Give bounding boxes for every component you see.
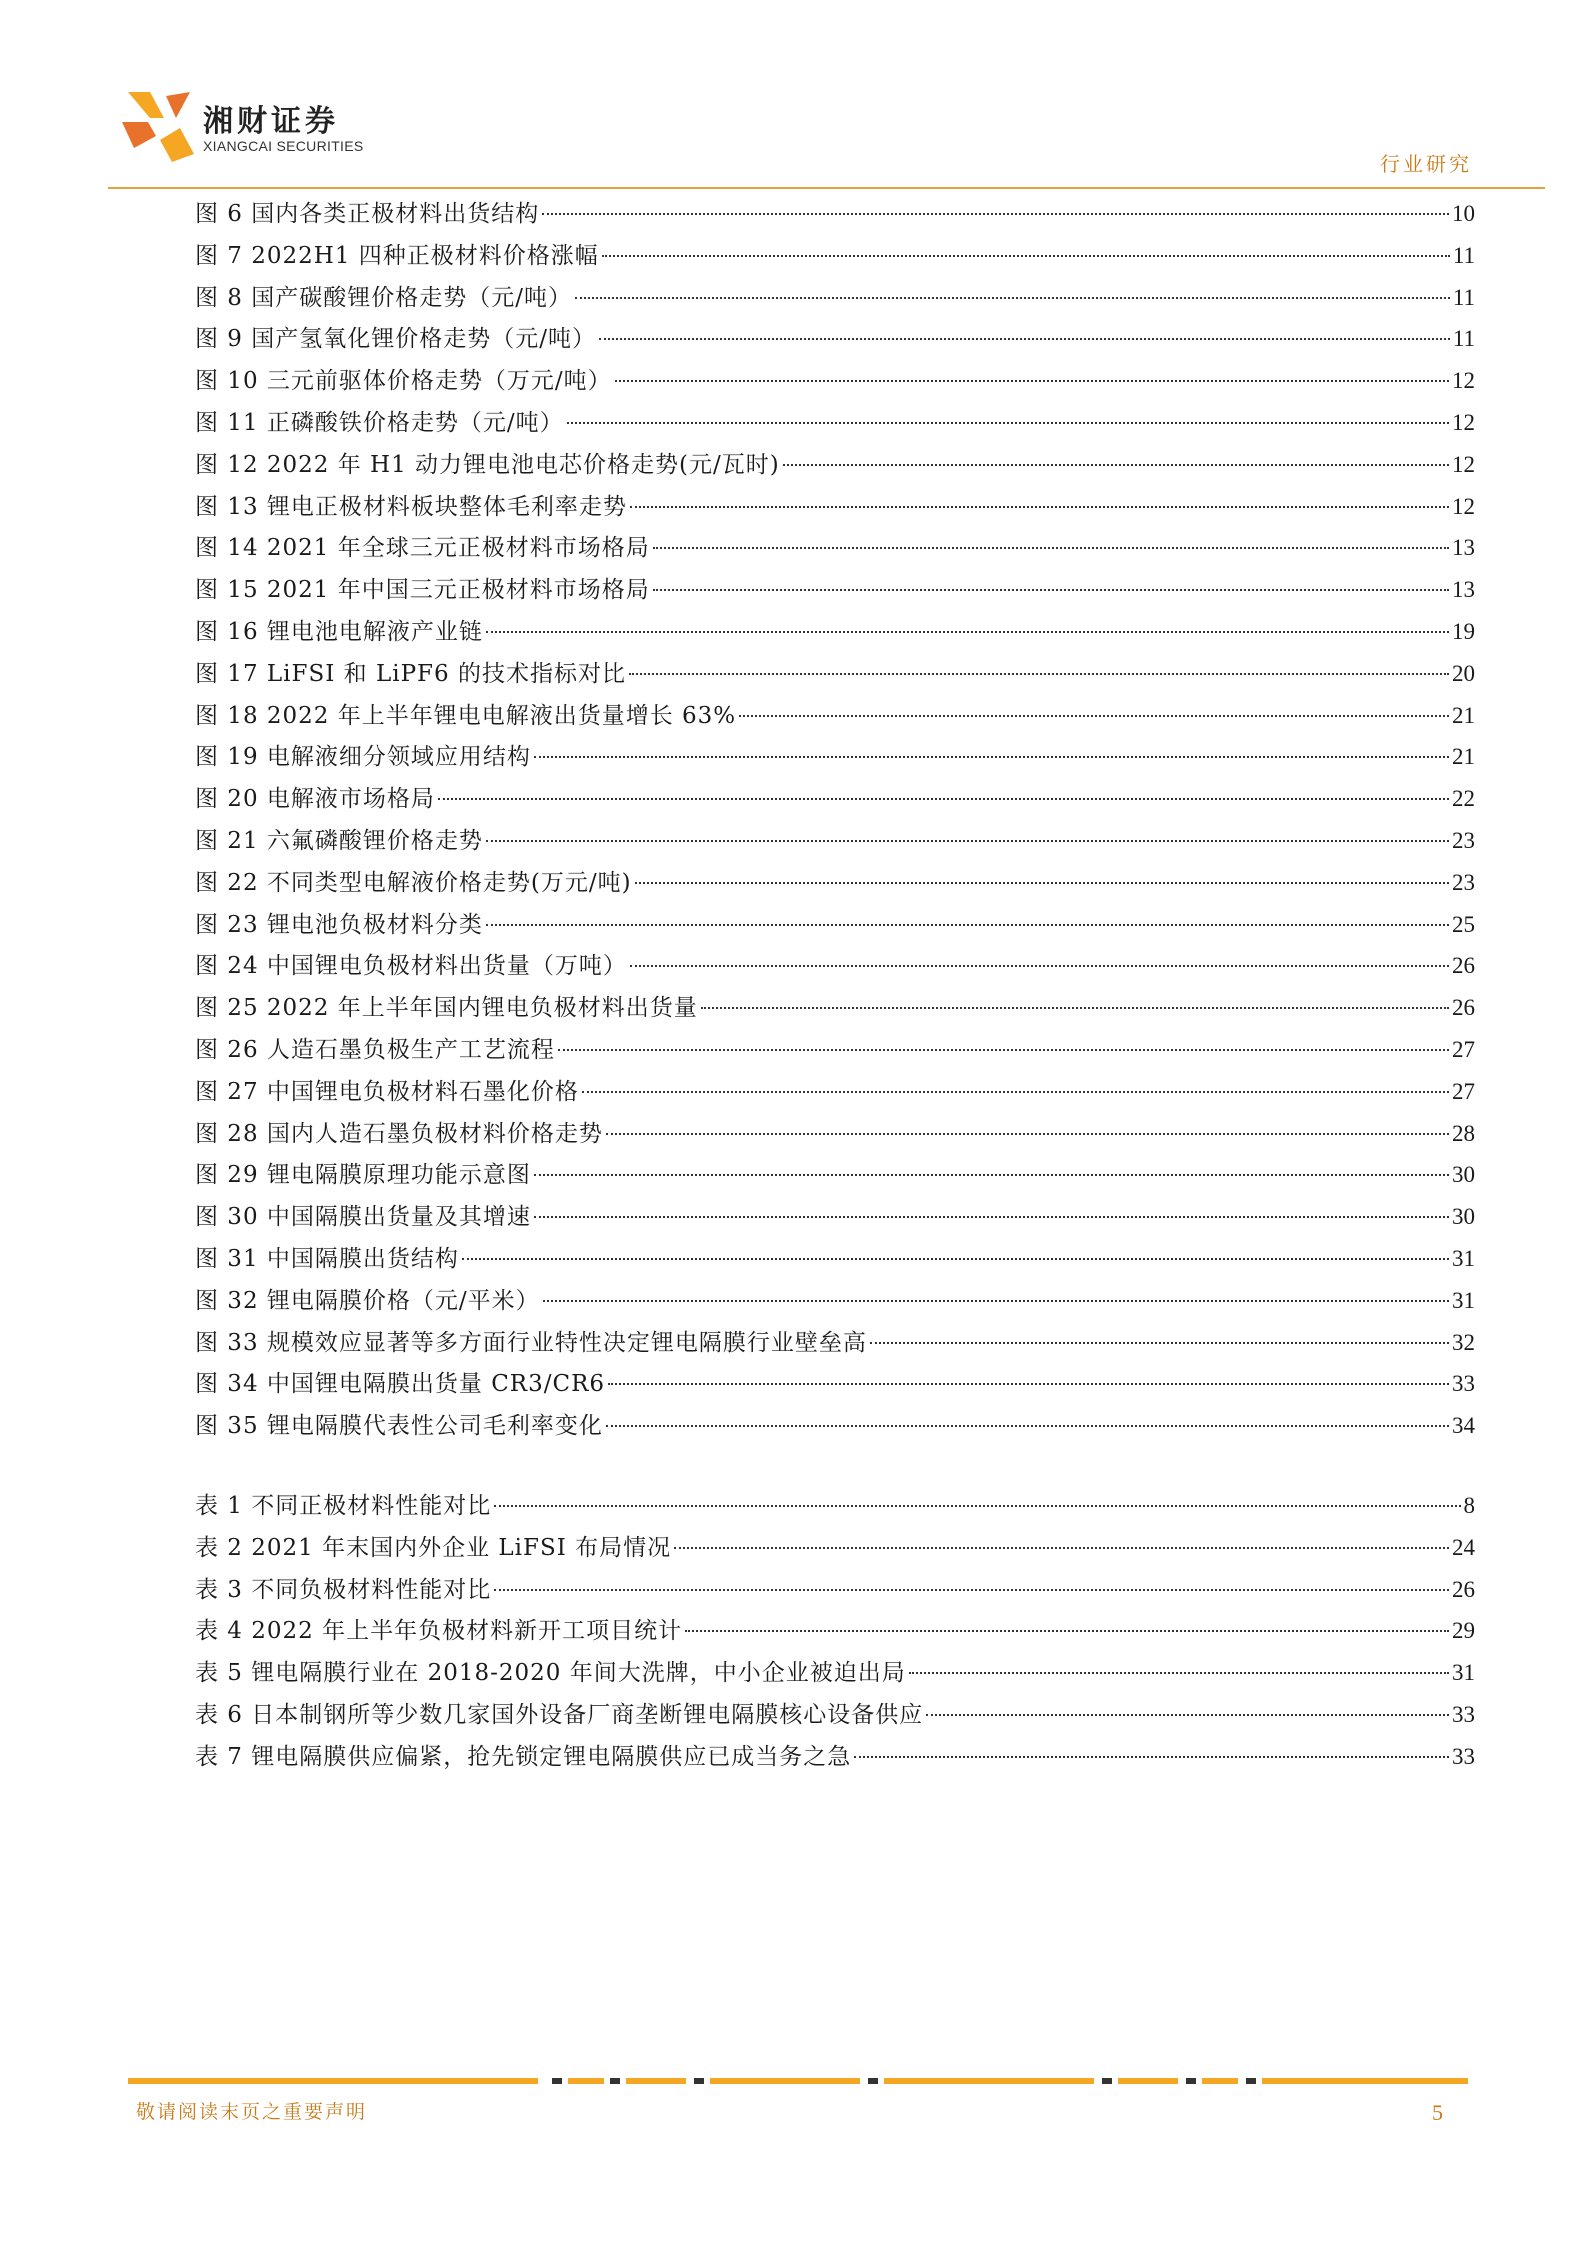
figure-entry[interactable] [195,904,1475,946]
figure-entry[interactable] [195,987,1475,1029]
entry-page-number: 28 [1452,1120,1475,1146]
section-label: 行业研究 [1380,152,1472,176]
entry-title: 图 21 六氟磷酸锂价格走势 [195,827,483,854]
entry-page-number: 26 [1452,953,1475,979]
entry-title: 图 19 电解液细分领域应用结构 [195,744,531,771]
entry-title: 图 24 中国锂电负极材料出货量（万吨） [195,953,627,980]
figure-entry[interactable] [195,235,1475,277]
dot-leader [494,1505,1460,1507]
dot-leader [629,673,1449,675]
header-divider [108,187,1545,189]
entry-page-number: 11 [1452,284,1475,310]
figure-entry[interactable] [195,778,1475,820]
table-entry[interactable] [195,1694,1475,1736]
table-entry[interactable] [195,1485,1475,1527]
figure-entry[interactable] [195,1363,1475,1405]
entry-page-number: 11 [1452,326,1475,352]
brand-name-english: XIANGCAI SECURITIES [203,138,364,154]
dot-leader [606,1425,1449,1427]
figure-entry[interactable] [195,360,1475,402]
entry-title: 表 2 2021 年末国内外企业 LiFSI 布局情况 [195,1534,672,1561]
entry-title: 图 28 国内人造石墨负极材料价格走势 [195,1120,603,1147]
figure-entry[interactable] [195,611,1475,653]
entry-page-number: 33 [1452,1743,1475,1769]
brand-name: 湘财证券 [203,104,339,139]
dot-leader [602,255,1450,257]
figure-entry[interactable] [195,945,1475,987]
entry-title: 图 6 国内各类正极材料出货结构 [195,201,540,227]
entry-page-number: 13 [1452,577,1475,603]
entry-title: 图 35 锂电隔膜代表性公司毛利率变化 [195,1413,603,1440]
entry-title: 图 10 三元前驱体价格走势（万元/吨） [195,368,612,395]
figure-entry[interactable] [195,1405,1475,1447]
entry-page-number: 33 [1452,1371,1475,1397]
figure-list [195,193,1475,1447]
dot-leader [615,380,1449,382]
entry-title: 图 7 2022H1 四种正极材料价格涨幅 [195,242,599,269]
page-number: 5 [1432,2100,1443,2125]
figure-entry[interactable] [195,1113,1475,1155]
dot-leader [494,1589,1449,1591]
dot-leader [534,1216,1449,1218]
entry-title: 图 31 中国隔膜出货结构 [195,1245,459,1272]
entry-title: 表 1 不同正极材料性能对比 [195,1493,492,1519]
table-list [195,1485,1475,1778]
figure-entry[interactable] [195,1322,1475,1364]
dot-leader [870,1342,1449,1344]
entry-page-number: 31 [1452,1245,1475,1271]
entry-title: 表 4 2022 年上半年负极材料新开工项目统计 [195,1618,683,1645]
dot-leader [534,756,1449,758]
entry-page-number: 21 [1452,702,1475,728]
dot-leader [653,547,1449,549]
entry-page-number: 11 [1452,242,1475,268]
figure-entry[interactable] [195,444,1475,486]
dot-leader [438,798,1449,800]
entry-page-number: 12 [1452,409,1475,435]
dot-leader [685,1630,1449,1632]
dot-leader [701,1007,1449,1009]
page-header [0,0,1587,200]
entry-title: 图 34 中国锂电隔膜出货量 CR3/CR6 [195,1371,606,1398]
dot-leader [739,715,1449,717]
entry-title: 图 16 锂电池电解液产业链 [195,618,483,645]
entry-page-number: 12 [1452,451,1475,477]
entry-page-number: 8 [1463,1493,1475,1518]
entry-title: 图 15 2021 年中国三元正极材料市场格局 [195,577,650,604]
figure-entry[interactable] [195,402,1475,444]
figure-entry[interactable] [195,1154,1475,1196]
entry-page-number: 29 [1452,1618,1475,1644]
entry-title: 图 8 国产碳酸锂价格走势（元/吨） [195,284,573,311]
entry-title: 图 20 电解液市场格局 [195,786,435,813]
dot-leader [462,1258,1449,1260]
dot-leader [854,1756,1449,1758]
entry-page-number: 27 [1452,1036,1475,1062]
entry-title: 图 18 2022 年上半年锂电电解液出货量增长 63% [195,702,737,729]
entry-title: 图 22 不同类型电解液价格走势(万元/吨) [195,869,632,896]
entry-title: 图 32 锂电隔膜价格（元/平米） [195,1287,540,1314]
table-entry[interactable] [195,1569,1475,1611]
entry-page-number: 21 [1452,744,1475,770]
dot-leader [630,506,1449,508]
entry-title: 图 17 LiFSI 和 LiPF6 的技术指标对比 [195,660,626,687]
figure-entry[interactable] [195,486,1475,528]
entry-title: 图 13 锂电正极材料板块整体毛利率走势 [195,493,627,520]
entry-page-number: 32 [1452,1329,1475,1355]
entry-page-number: 27 [1452,1078,1475,1104]
entry-title: 图 33 规模效应显著等多方面行业特性决定锂电隔膜行业壁垒高 [195,1329,867,1356]
dot-leader [909,1672,1449,1674]
entry-title: 图 29 锂电隔膜原理功能示意图 [195,1162,531,1189]
dot-leader [582,1091,1449,1093]
dot-leader [608,1383,1449,1385]
entry-page-number: 25 [1452,911,1475,937]
entry-page-number: 19 [1452,618,1475,644]
entry-page-number: 20 [1452,660,1475,686]
entry-title: 图 25 2022 年上半年国内锂电负极材料出货量 [195,995,698,1022]
figure-entry[interactable] [195,1280,1475,1322]
entry-page-number: 31 [1452,1287,1475,1313]
figure-entry[interactable] [195,653,1475,695]
dot-leader [926,1714,1449,1716]
entry-page-number: 10 [1452,201,1475,226]
entry-page-number: 26 [1452,1576,1475,1602]
figure-entry[interactable] [195,736,1475,778]
entry-page-number: 23 [1452,827,1475,853]
entry-title: 表 3 不同负极材料性能对比 [195,1576,492,1603]
entry-title: 表 5 锂电隔膜行业在 2018-2020 年间大洗牌，中小企业被迫出局 [195,1660,906,1687]
disclaimer-note: 敬请阅读末页之重要声明 [136,2101,368,2123]
figure-entry[interactable] [195,820,1475,862]
figure-entry[interactable] [195,1029,1475,1071]
dot-leader [486,924,1449,926]
dot-leader [567,422,1449,424]
dot-leader [486,840,1449,842]
figure-entry[interactable] [195,527,1475,569]
entry-page-number: 12 [1452,368,1475,394]
dot-leader [575,297,1450,299]
table-entry[interactable] [195,1610,1475,1652]
entry-title: 图 12 2022 年 H1 动力锂电池电芯价格走势(元/瓦时) [195,451,780,478]
entry-page-number: 22 [1452,786,1475,812]
dot-leader [542,213,1449,215]
entry-page-number: 12 [1452,493,1475,519]
entry-title: 图 9 国产氢氧化锂价格走势（元/吨） [195,326,597,353]
entry-page-number: 13 [1452,535,1475,561]
dot-leader [653,589,1449,591]
dot-leader [486,631,1449,633]
entry-title: 表 7 锂电隔膜供应偏紧，抢先锁定锂电隔膜供应已成当务之急 [195,1743,852,1770]
dot-leader [783,464,1449,466]
entry-title: 表 6 日本制钢所等少数几家国外设备厂商垄断锂电隔膜核心设备供应 [195,1701,924,1728]
dot-leader [599,338,1450,340]
dot-leader [635,882,1449,884]
footer-divider [128,2078,1468,2084]
entry-page-number: 30 [1452,1204,1475,1230]
figure-entry[interactable] [195,1071,1475,1113]
table-entry[interactable] [195,1652,1475,1694]
dot-leader [674,1547,1449,1549]
dot-leader [630,965,1449,967]
dot-leader [543,1300,1449,1302]
figure-entry[interactable] [195,1196,1475,1238]
entry-page-number: 23 [1452,869,1475,895]
figure-entry[interactable] [195,862,1475,904]
entry-title: 图 27 中国锂电负极材料石墨化价格 [195,1078,579,1105]
entry-title: 图 26 人造石墨负极生产工艺流程 [195,1036,555,1063]
dot-leader [558,1049,1449,1051]
table-entry[interactable] [195,1527,1475,1569]
entry-page-number: 34 [1452,1413,1475,1439]
entry-page-number: 24 [1452,1534,1475,1560]
entry-title: 图 23 锂电池负极材料分类 [195,911,483,938]
table-entry[interactable] [195,1736,1475,1778]
dot-leader [534,1174,1449,1176]
entry-page-number: 26 [1452,995,1475,1021]
figure-entry[interactable] [195,318,1475,360]
entry-title: 图 14 2021 年全球三元正极材料市场格局 [195,535,650,562]
figure-entry[interactable] [195,193,1475,235]
figure-entry[interactable] [195,1238,1475,1280]
figure-entry[interactable] [195,569,1475,611]
entry-page-number: 33 [1452,1701,1475,1727]
entry-page-number: 31 [1452,1660,1475,1686]
entry-page-number: 30 [1452,1162,1475,1188]
xiangcai-logo-icon [120,88,198,166]
figure-entry[interactable] [195,277,1475,319]
entry-title: 图 11 正磷酸铁价格走势（元/吨） [195,409,564,436]
figure-entry[interactable] [195,695,1475,737]
entry-title: 图 30 中国隔膜出货量及其增速 [195,1204,531,1231]
dot-leader [606,1133,1449,1135]
